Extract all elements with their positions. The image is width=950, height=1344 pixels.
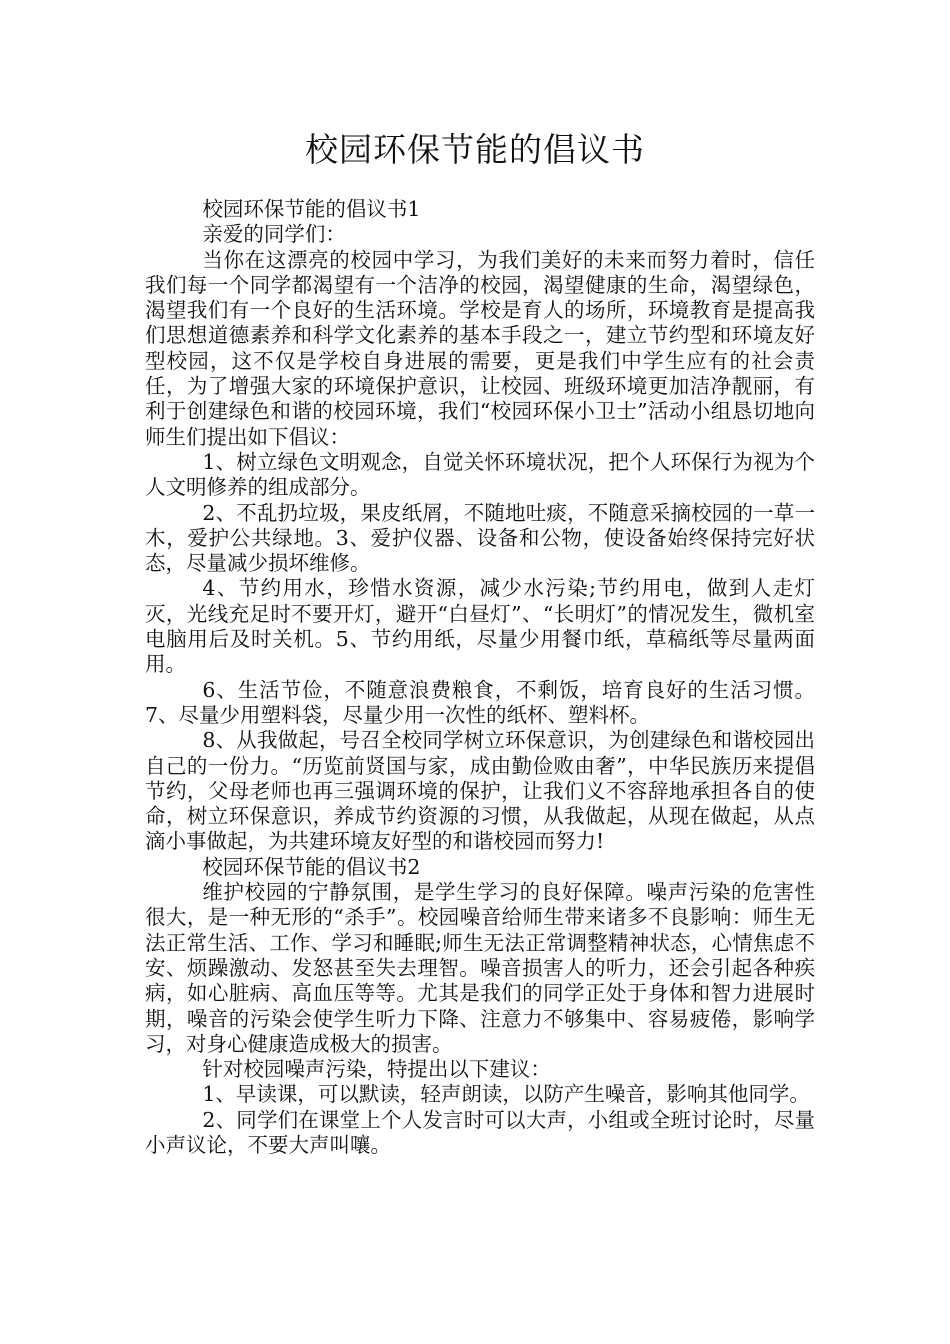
paragraph-item-4-5: 4、节约用水，珍惜水资源，减少水污染;节约用电，做到人走灯灭，光线充足时不要开灯，避开“白昼灯”、“长明灯”的情况发生，微机室电脑用后及时关机。5、节约用纸，尽量少用餐巾纸，草稿纸等尽量两面用。 [145, 576, 815, 677]
paragraph-suggestions-intro: 针对校园噪声污染，特提出以下建议： [202, 1057, 551, 1082]
paragraph-item-6-7: 6、生活节俭，不随意浪费粮食，不剩饭，培育良好的生活习惯。 7、尽量少用塑料袋，尽量少用一次性的纸杯、塑料杯。 [145, 677, 815, 727]
paragraph-item-8: 8、从我做起，号召全校同学树立环保意识，为创建绿色和谐校园出自己的一份力。“历览前贤国与家，成由勤俭败由奢”，中华民族历来提倡节约，父母老师也再三强调环境的保护，让我们义不容辞地承担各自的使命，树立环保意识，养成节约资源的习惯，从我做起，从现在做起，从点滴小事做起，为共建环境友好型的和谐校园而努力! [145, 728, 815, 854]
section-heading-2: 校园环保节能的倡议书2 [202, 854, 421, 879]
paragraph-suggestion-2: 2、同学们在课堂上个人发言时可以大声，小组或全班讨论时，尽量小声议论，不要大声叫嚷。 [145, 1107, 815, 1157]
paragraph-item-2-3: 2、不乱扔垃圾，果皮纸屑，不随地吐痰，不随意采摘校园的一草一木，爱护公共绿地。3、爱护仪器、设备和公物，使设备始终保持完好状态，尽量减少损坏维修。 [145, 500, 815, 576]
paragraph-noise: 维护校园的宁静氛围，是学生学习的良好保障。噪声污染的危害性很大，是一种无形的“杀手”。校园噪音给师生带来诸多不良影响：师生无法正常生活、工作、学习和睡眠;师生无法正常调整精神状态，心情焦虑不安、烦躁激动、发怒甚至失去理智。噪音损害人的听力，还会引起各种疾病，如心脏病、高血压等等。尤其是我们的同学正处于身体和智力进展时期，噪音的污染会使学生听力下降、注意力不够集中、容易疲倦，影响学习，对身心健康造成极大的损害。 [145, 880, 815, 1056]
document-body [145, 197, 815, 1158]
paragraph-intro: 当你在这漂亮的校园中学习，为我们美好的未来而努力着时，信任我们每一个同学都渴望有一个洁净的校园，渴望健康的生命，渴望绿色，渴望我们有一个良好的生活环境。学校是育人的场所，环境教育是提高我们思想道德素养和科学文化素养的基本手段之一，建立节约型和环境友好型校园，这不仅是学校自身进展的需要，更是我们中学生应有的社会责任，为了增强大家的环境保护意识，让校园、班级环境更加洁净靓丽，有利于创建绿色和谐的校园环境，我们“校园环保小卫士”活动小组恳切地向师生们提出如下倡议： [145, 247, 815, 449]
paragraph-suggestion-1: 1、早读课，可以默读，轻声朗读，以防产生噪音，影响其他同学。 [202, 1082, 810, 1107]
salutation: 亲爱的同学们： [202, 222, 346, 247]
document-title: 校园环保节能的倡议书 [305, 130, 645, 169]
paragraph-item-1: 1、树立绿色文明观念，自觉关怀环境状况，把个人环保行为视为个人文明修养的组成部分。 [145, 449, 815, 500]
section-heading-1: 校园环保节能的倡议书1 [202, 197, 421, 221]
